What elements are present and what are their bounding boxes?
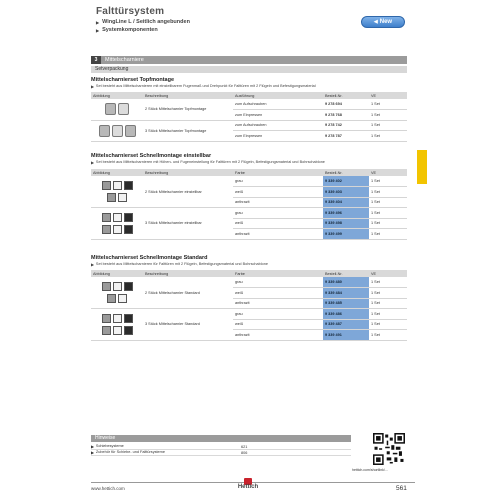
- order-number: 9 339 499: [323, 229, 369, 240]
- row-color: anthrazit: [233, 197, 323, 208]
- hinge-image: [113, 314, 122, 323]
- triangle-icon: ▶: [91, 451, 94, 455]
- order-number: 9 339 404: [323, 197, 369, 208]
- hinge-image: [124, 225, 133, 234]
- col-header: Ausführung: [233, 92, 323, 99]
- hints-list: [91, 444, 351, 456]
- hinge-image: [102, 225, 111, 234]
- hint-text: Schiebesysteme: [95, 444, 124, 448]
- col-header: Farbe: [233, 270, 323, 277]
- description-text: Set besteht aus Mittelscharnieren mit einstellbarem Fugenmaß und Drehpunkt für Falttüren mit 2 Flügeln und Befestigungsmaterial: [95, 84, 316, 88]
- order-number: 9 278 742: [323, 120, 369, 131]
- block-title: Mittelscharnierset Topfmontage: [91, 77, 175, 83]
- hinge-image: [102, 213, 111, 222]
- qr-code-icon: [373, 433, 405, 465]
- product-image: [91, 309, 143, 341]
- pack-unit: 1 Set: [369, 298, 407, 309]
- table-row: [91, 120, 407, 131]
- order-number: 9 339 403: [323, 187, 369, 198]
- row-variant: zum Einpressen: [233, 110, 323, 121]
- row-color: grau: [233, 277, 323, 288]
- col-header: Bestell-Nr.: [323, 169, 369, 176]
- col-header: VE: [369, 92, 407, 99]
- row-description: 3 Stück Mittelscharnier Standard: [143, 309, 233, 341]
- hinge-image: [99, 125, 110, 137]
- hinge-image: [124, 282, 133, 291]
- row-description: 2 Stück Mittelscharnier Standard: [143, 277, 233, 309]
- hinge-image: [118, 294, 127, 303]
- arrow-left-icon: ◀: [373, 19, 378, 25]
- col-header: Beschreibung: [143, 270, 233, 277]
- row-color: anthrazit: [233, 229, 323, 240]
- hinge-image: [102, 314, 111, 323]
- hinge-image: [113, 326, 122, 335]
- hinge-image: [118, 103, 129, 115]
- order-number: 9 339 484: [323, 288, 369, 299]
- col-header: Bestell-Nr.: [323, 270, 369, 277]
- pack-unit: 1 Set: [369, 330, 407, 341]
- col-header: VE: [369, 169, 407, 176]
- section-number: 3: [91, 56, 101, 64]
- row-description: 3 Stück Mittelscharnier Topfmontage: [143, 120, 233, 141]
- hinge-image: [112, 125, 123, 137]
- pack-unit: 1 Set: [369, 277, 407, 288]
- table-header: [91, 270, 407, 277]
- new-badge: [361, 16, 405, 28]
- description-text: Set besteht aus Mittelscharnieren mit Höhen- und Fugeneinstellung für Falttüren mit 2 Flügeln, Befestigungsmaterial und Bohrschablone: [95, 160, 325, 164]
- pack-unit: 1 Set: [369, 309, 407, 320]
- hinge-image: [113, 213, 122, 222]
- col-header: Abbildung: [91, 92, 143, 99]
- footer-url[interactable]: www.hettich.com: [91, 486, 125, 491]
- row-variant: zum Aufschrauben: [233, 99, 323, 110]
- pack-unit: 1 Set: [369, 208, 407, 219]
- hinge-image: [107, 193, 116, 202]
- order-number: 9 339 486: [323, 309, 369, 320]
- hinge-image: [102, 282, 111, 291]
- row-color: weiß: [233, 218, 323, 229]
- table-row: [91, 99, 407, 110]
- order-number: 9 339 487: [323, 319, 369, 330]
- table-row: [91, 309, 407, 320]
- row-variant: zum Aufschrauben: [233, 120, 323, 131]
- subsection-title: Setverpackung: [91, 66, 407, 73]
- table-row: [91, 277, 407, 288]
- row-color: grau: [233, 208, 323, 219]
- hinge-image: [124, 314, 133, 323]
- row-description: 2 Stück Mittelscharnier einstellbar: [143, 176, 233, 208]
- pack-unit: 1 Set: [369, 197, 407, 208]
- hinge-image: [102, 326, 111, 335]
- product-image: [91, 277, 143, 309]
- col-header: Beschreibung: [143, 169, 233, 176]
- hints-title: Hinweise: [91, 435, 351, 442]
- table-row: [91, 208, 407, 219]
- product-table-3: [91, 270, 407, 341]
- col-header: VE: [369, 270, 407, 277]
- block-description: [91, 160, 411, 165]
- breadcrumb-label: Systemkomponenten: [102, 27, 158, 33]
- chapter-tab: [417, 150, 427, 184]
- row-color: weiß: [233, 288, 323, 299]
- order-number: 9 339 480: [323, 277, 369, 288]
- hinge-image: [118, 193, 127, 202]
- col-header: Farbe: [233, 169, 323, 176]
- order-number: 9 339 491: [323, 330, 369, 341]
- order-number: 9 339 485: [323, 298, 369, 309]
- block-title: Mittelscharnierset Schnellmontage Standard: [91, 255, 208, 261]
- triangle-icon: ▶: [91, 445, 94, 449]
- col-header: Bestell-Nr.: [323, 92, 369, 99]
- table-header: [91, 169, 407, 176]
- triangle-icon: ▶: [96, 27, 100, 33]
- pack-unit: 1 Set: [369, 229, 407, 240]
- block-description: [91, 84, 411, 89]
- row-color: grau: [233, 309, 323, 320]
- row-color: anthrazit: [233, 330, 323, 341]
- pack-unit: 1 Set: [369, 288, 407, 299]
- triangle-icon: ▶: [91, 85, 94, 89]
- pack-unit: 1 Set: [369, 187, 407, 198]
- col-header: Abbildung: [91, 169, 143, 176]
- pack-unit: 1 Set: [369, 99, 407, 110]
- hinge-image: [113, 225, 122, 234]
- description-text: Set besteht aus Mittelscharnieren für Falttüren mit 2 Flügeln, Befestigungsmaterial und Bohrschablone: [95, 262, 268, 266]
- table-header: [91, 92, 407, 99]
- triangle-icon: ▶: [91, 161, 94, 165]
- order-number: 9 278 787: [323, 131, 369, 142]
- hinge-image: [113, 181, 122, 190]
- page-number: 561: [396, 485, 407, 492]
- col-header: Abbildung: [91, 270, 143, 277]
- badge-label: New: [379, 19, 393, 25]
- list-item: [91, 450, 351, 456]
- triangle-icon: ▶: [91, 263, 94, 267]
- page-title: Falttürsystem: [96, 6, 165, 17]
- qr-url[interactable]: hettich.com/shortlink/...: [352, 468, 388, 472]
- product-image: [91, 208, 143, 240]
- hint-page: 621: [241, 444, 248, 449]
- hinge-image: [113, 282, 122, 291]
- pack-unit: 1 Set: [369, 120, 407, 131]
- pack-unit: 1 Set: [369, 218, 407, 229]
- col-header: Beschreibung: [143, 92, 233, 99]
- hint-page: 806: [241, 450, 248, 455]
- pack-unit: 1 Set: [369, 319, 407, 330]
- section-bar: [91, 56, 407, 64]
- order-number: 9 339 496: [323, 208, 369, 219]
- order-number: 9 278 768: [323, 110, 369, 121]
- hinge-image: [124, 213, 133, 222]
- row-color: grau: [233, 176, 323, 187]
- row-color: weiß: [233, 319, 323, 330]
- hinge-image: [105, 103, 116, 115]
- pack-unit: 1 Set: [369, 110, 407, 121]
- product-table-1: [91, 92, 407, 142]
- row-color: anthrazit: [233, 298, 323, 309]
- hinge-image: [107, 294, 116, 303]
- section-title: Mittelscharniere: [105, 57, 144, 63]
- hinge-image: [124, 326, 133, 335]
- product-image: [91, 99, 143, 120]
- row-description: 3 Stück Mittelscharnier einstellbar: [143, 208, 233, 240]
- row-description: 2 Stück Mittelscharnier Topfmontage: [143, 99, 233, 120]
- order-number: 9 339 402: [323, 176, 369, 187]
- product-table-2: [91, 169, 407, 240]
- footer-divider: [91, 482, 415, 483]
- triangle-icon: ▶: [96, 19, 100, 25]
- hinge-image: [124, 181, 133, 190]
- order-number: 9 278 694: [323, 99, 369, 110]
- row-color: weiß: [233, 187, 323, 198]
- pack-unit: 1 Set: [369, 176, 407, 187]
- table-row: [91, 176, 407, 187]
- hint-text: Zubehör für Schiebe- und Falttürsysteme: [95, 450, 165, 454]
- product-image: [91, 120, 143, 141]
- brand-logo: Hettich: [237, 484, 259, 490]
- block-description: [91, 262, 411, 267]
- hinge-image: [102, 181, 111, 190]
- breadcrumb-label: WingLine L / Seitlich angebunden: [102, 19, 190, 25]
- pack-unit: 1 Set: [369, 131, 407, 142]
- order-number: 9 339 498: [323, 218, 369, 229]
- block-title: Mittelscharnierset Schnellmontage einstellbar: [91, 153, 212, 159]
- product-image: [91, 176, 143, 208]
- row-variant: zum Einpressen: [233, 131, 323, 142]
- hinge-image: [125, 125, 136, 137]
